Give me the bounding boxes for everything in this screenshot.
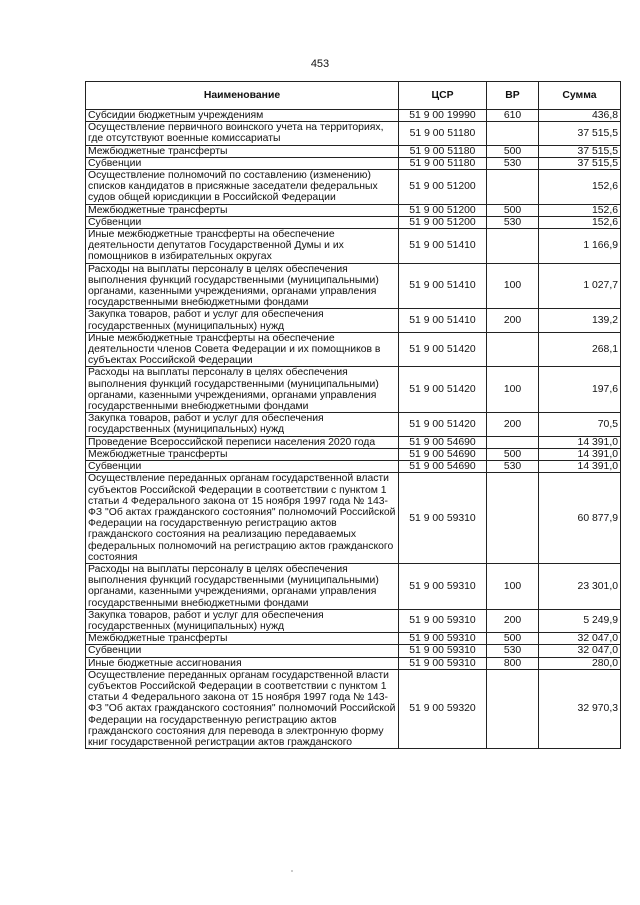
table-row [86,157,621,169]
cell-vr: 530 [487,157,539,169]
cell-sum: 1 027,7 [539,263,621,309]
cell-vr: 100 [487,563,539,609]
cell-csr: 51 9 00 51410 [399,229,487,264]
cell-sum: 152,6 [539,216,621,228]
cell-name: Субвенции [86,461,399,473]
cell-name: Субсидии бюджетным учреждениям [86,110,399,122]
cell-csr: 51 9 00 51410 [399,263,487,309]
table-row [86,145,621,157]
cell-name: Расходы на выплаты персоналу в целях обеспечения выполнения функций государственными (муниципальными) органами, казенными учреждениями, органами управления государственными внебюджетными фондами [86,367,399,413]
cell-csr: 51 9 00 51180 [399,157,487,169]
table-row [86,436,621,448]
cell-sum: 268,1 [539,332,621,367]
table-row [86,170,621,205]
cell-sum: 32 970,3 [539,669,621,748]
cell-sum: 70,5 [539,413,621,436]
cell-sum: 37 515,5 [539,157,621,169]
cell-name: Иные межбюджетные трансферты на обеспечение деятельности членов Совета Федерации и их помощников в субъектах Российской Федерации [86,332,399,367]
table-row [86,204,621,216]
cell-vr: 200 [487,413,539,436]
cell-sum: 32 047,0 [539,645,621,657]
cell-vr [487,122,539,145]
cell-name: Осуществление полномочий по составлению (изменению) списков кандидатов в присяжные заседатели федеральных судов общей юрисдикции в Российской Федерации [86,170,399,205]
table-header-row [86,82,621,110]
cell-csr: 51 9 00 59310 [399,633,487,645]
cell-csr: 51 9 00 51200 [399,170,487,205]
budget-table [85,81,621,749]
cell-sum: 37 515,5 [539,122,621,145]
table-row [86,609,621,632]
cell-vr: 530 [487,645,539,657]
cell-csr: 51 9 00 54690 [399,448,487,460]
table-row [86,413,621,436]
cell-vr [487,332,539,367]
cell-sum: 60 877,9 [539,473,621,564]
cell-name: Расходы на выплаты персоналу в целях обеспечения выполнения функций государственными (муниципальными) органами, казенными учреждениями, органами управления государственными внебюджетными фондами [86,563,399,609]
cell-csr: 51 9 00 51420 [399,332,487,367]
cell-csr: 51 9 00 51420 [399,413,487,436]
cell-sum: 139,2 [539,309,621,332]
cell-sum: 14 391,0 [539,461,621,473]
cell-csr: 51 9 00 59310 [399,609,487,632]
cell-sum: 152,6 [539,170,621,205]
cell-name: Проведение Всероссийской переписи населения 2020 года [86,436,399,448]
cell-name: Межбюджетные трансферты [86,633,399,645]
header-vr: ВР [487,82,539,110]
cell-vr: 800 [487,657,539,669]
cell-sum: 280,0 [539,657,621,669]
cell-vr: 200 [487,309,539,332]
table-row [86,448,621,460]
cell-csr: 51 9 00 19990 [399,110,487,122]
cell-csr: 51 9 00 54690 [399,436,487,448]
table-row [86,110,621,122]
cell-csr: 51 9 00 59320 [399,669,487,748]
cell-vr: 100 [487,367,539,413]
cell-vr: 530 [487,216,539,228]
table-row [86,367,621,413]
cell-csr: 51 9 00 51410 [399,309,487,332]
cell-vr: 500 [487,145,539,157]
cell-csr: 51 9 00 59310 [399,657,487,669]
table-row [86,645,621,657]
scan-speck [291,870,293,872]
cell-vr: 500 [487,448,539,460]
cell-vr: 500 [487,204,539,216]
cell-csr: 51 9 00 59310 [399,473,487,564]
header-sum: Сумма [539,82,621,110]
cell-vr: 500 [487,633,539,645]
cell-csr: 51 9 00 51180 [399,122,487,145]
cell-vr [487,436,539,448]
cell-name: Закупка товаров, работ и услуг для обеспечения государственных (муниципальных) нужд [86,609,399,632]
table-row [86,216,621,228]
cell-vr: 530 [487,461,539,473]
table-row [86,332,621,367]
table-row [86,309,621,332]
cell-csr: 51 9 00 51200 [399,216,487,228]
table-row [86,657,621,669]
table-row [86,473,621,564]
table-row [86,633,621,645]
cell-sum: 152,6 [539,204,621,216]
table-row [86,669,621,748]
cell-name: Иные межбюджетные трансферты на обеспечение деятельности депутатов Государственной Думы и их помощников в избирательных округах [86,229,399,264]
cell-csr: 51 9 00 51420 [399,367,487,413]
table-row [86,563,621,609]
cell-name: Межбюджетные трансферты [86,204,399,216]
cell-name: Закупка товаров, работ и услуг для обеспечения государственных (муниципальных) нужд [86,413,399,436]
cell-vr [487,669,539,748]
cell-vr [487,473,539,564]
cell-sum: 436,8 [539,110,621,122]
cell-name: Расходы на выплаты персоналу в целях обеспечения выполнения функций государственными (муниципальными) органами, казенными учреждениями, органами управления государственными внебюджетными фондами [86,263,399,309]
cell-csr: 51 9 00 59310 [399,645,487,657]
cell-vr [487,229,539,264]
cell-sum: 14 391,0 [539,448,621,460]
table-row [86,229,621,264]
cell-name: Осуществление переданных органам государственной власти субъектов Российской Федерации в соответствии с пунктом 1 статьи 4 Федерального закона от 15 ноября 1997 года № 143-ФЗ "Об актах гражданского состояния" полномочий Российской Федерации на государственную регистрацию актов гражданского состояния для перевода в электронную форму книг государственной регистрации актов гражданского [86,669,399,748]
cell-name: Осуществление переданных органам государственной власти субъектов Российской Федерации в соответствии с пунктом 1 статьи 4 Федерального закона от 15 ноября 1997 года № 143-ФЗ "Об актах гражданского состояния" полномочий Российской Федерации на государственную регистрацию актов гражданского состояния на реализацию передаваемых федеральных полномочий на регистрацию актов гражданского состояния [86,473,399,564]
table-row [86,122,621,145]
cell-name: Иные бюджетные ассигнования [86,657,399,669]
cell-name: Осуществление первичного воинского учета на территориях, где отсутствуют военные комиссариаты [86,122,399,145]
cell-name: Субвенции [86,157,399,169]
header-csr: ЦСР [399,82,487,110]
cell-name: Закупка товаров, работ и услуг для обеспечения государственных (муниципальных) нужд [86,309,399,332]
cell-vr: 100 [487,263,539,309]
cell-name: Субвенции [86,645,399,657]
cell-vr: 200 [487,609,539,632]
cell-sum: 1 166,9 [539,229,621,264]
cell-sum: 5 249,9 [539,609,621,632]
cell-csr: 51 9 00 51180 [399,145,487,157]
table-row [86,461,621,473]
cell-sum: 32 047,0 [539,633,621,645]
table-row [86,263,621,309]
page-number: 453 [310,58,330,70]
cell-name: Субвенции [86,216,399,228]
cell-csr: 51 9 00 59310 [399,563,487,609]
header-name: Наименование [86,82,399,110]
cell-vr: 610 [487,110,539,122]
cell-csr: 51 9 00 51200 [399,204,487,216]
cell-name: Межбюджетные трансферты [86,145,399,157]
cell-sum: 197,6 [539,367,621,413]
cell-sum: 37 515,5 [539,145,621,157]
cell-csr: 51 9 00 54690 [399,461,487,473]
cell-vr [487,170,539,205]
cell-name: Межбюджетные трансферты [86,448,399,460]
cell-sum: 23 301,0 [539,563,621,609]
cell-sum: 14 391,0 [539,436,621,448]
